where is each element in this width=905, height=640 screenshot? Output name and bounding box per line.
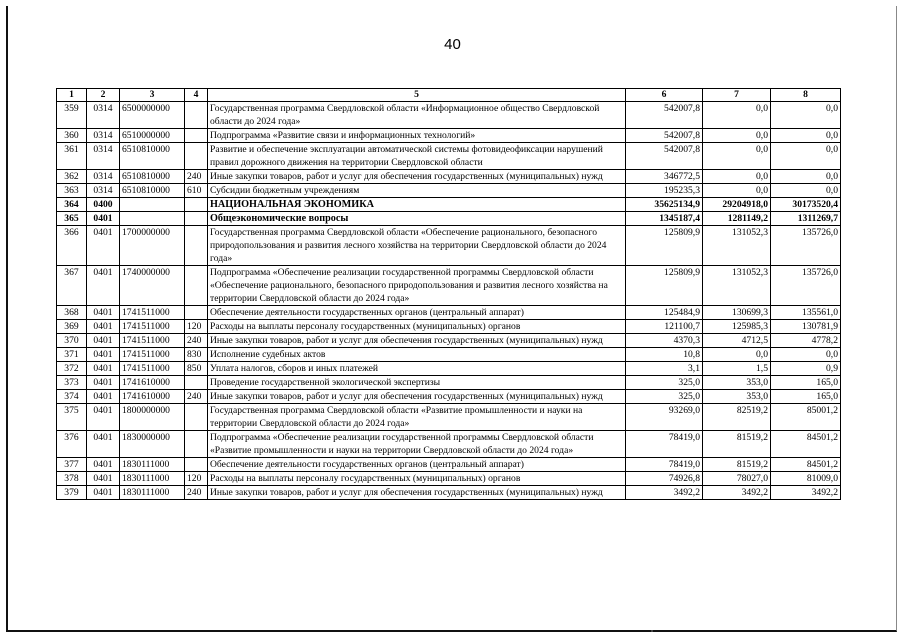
- scan-speck: [651, 630, 653, 632]
- section-code: 0401: [87, 472, 120, 486]
- target-article-code: 1741511000: [120, 306, 185, 320]
- target-article-code: 1830000000: [120, 431, 185, 458]
- expense-type-code: 240: [185, 334, 208, 348]
- page-number: 40: [444, 36, 461, 53]
- amount-col-8: 3492,2: [771, 486, 841, 500]
- expense-type-code: [185, 102, 208, 129]
- amount-col-8: 0,0: [771, 129, 841, 143]
- row-number: 369: [57, 320, 87, 334]
- expense-type-code: 240: [185, 486, 208, 500]
- amount-col-6: 542007,8: [626, 102, 703, 129]
- target-article-code: 1741610000: [120, 390, 185, 404]
- target-article-code: 1800000000: [120, 404, 185, 431]
- section-code: 0401: [87, 320, 120, 334]
- amount-col-7: 0,0: [703, 102, 771, 129]
- section-code: 0314: [87, 170, 120, 184]
- row-number: 376: [57, 431, 87, 458]
- table-body: [57, 102, 841, 500]
- row-number: 365: [57, 212, 87, 226]
- item-name: Обеспечение деятельности государственных органов (центральный аппарат): [208, 306, 626, 320]
- target-article-code: [120, 198, 185, 212]
- section-code: 0400: [87, 198, 120, 212]
- amount-col-8: 0,0: [771, 143, 841, 170]
- amount-col-6: 125484,9: [626, 306, 703, 320]
- row-number: 373: [57, 376, 87, 390]
- item-name: Проведение государственной экологической экспертизы: [208, 376, 626, 390]
- amount-col-7: 82519,2: [703, 404, 771, 431]
- amount-col-8: 0,0: [771, 184, 841, 198]
- row-number: 359: [57, 102, 87, 129]
- item-name: Подпрограмма «Обеспечение реализации государственной программы Свердловской области «Развитие промышленности и науки на территории Свердловской области до 2024 года»: [208, 431, 626, 458]
- amount-col-7: 81519,2: [703, 431, 771, 458]
- column-header: 1: [57, 89, 87, 102]
- amount-col-6: 3,1: [626, 362, 703, 376]
- amount-col-8: 84501,2: [771, 431, 841, 458]
- table-row: [57, 348, 841, 362]
- target-article-code: 6500000000: [120, 102, 185, 129]
- section-code: 0401: [87, 334, 120, 348]
- item-name: Расходы на выплаты персоналу государственных (муниципальных) органов: [208, 320, 626, 334]
- amount-col-6: 325,0: [626, 390, 703, 404]
- amount-col-6: 1345187,4: [626, 212, 703, 226]
- target-article-code: 1830111000: [120, 472, 185, 486]
- amount-col-6: 542007,8: [626, 143, 703, 170]
- amount-col-6: 195235,3: [626, 184, 703, 198]
- table-row: [57, 212, 841, 226]
- amount-col-6: 125809,9: [626, 266, 703, 306]
- column-header: 8: [771, 89, 841, 102]
- column-header: 4: [185, 89, 208, 102]
- amount-col-7: 0,0: [703, 170, 771, 184]
- amount-col-7: 125985,3: [703, 320, 771, 334]
- row-number: 374: [57, 390, 87, 404]
- expense-type-code: 830: [185, 348, 208, 362]
- row-number: 360: [57, 129, 87, 143]
- amount-col-8: 4778,2: [771, 334, 841, 348]
- section-code: 0401: [87, 458, 120, 472]
- column-header: 7: [703, 89, 771, 102]
- amount-col-8: 81009,0: [771, 472, 841, 486]
- header-row: [57, 89, 841, 102]
- item-name: Иные закупки товаров, работ и услуг для обеспечения государственных (муниципальных) нужд: [208, 170, 626, 184]
- target-article-code: 1741511000: [120, 348, 185, 362]
- amount-col-6: 125809,9: [626, 226, 703, 266]
- section-code: 0314: [87, 102, 120, 129]
- amount-col-7: 3492,2: [703, 486, 771, 500]
- amount-col-7: 131052,3: [703, 226, 771, 266]
- amount-col-8: 135561,0: [771, 306, 841, 320]
- section-code: 0401: [87, 348, 120, 362]
- amount-col-6: 10,8: [626, 348, 703, 362]
- target-article-code: 1741511000: [120, 334, 185, 348]
- amount-col-7: 131052,3: [703, 266, 771, 306]
- section-code: 0401: [87, 431, 120, 458]
- amount-col-7: 78027,0: [703, 472, 771, 486]
- row-number: 366: [57, 226, 87, 266]
- amount-col-7: 0,0: [703, 184, 771, 198]
- amount-col-6: 4370,3: [626, 334, 703, 348]
- table-row: [57, 404, 841, 431]
- target-article-code: 6510810000: [120, 184, 185, 198]
- amount-col-8: 1311269,7: [771, 212, 841, 226]
- amount-col-6: 78419,0: [626, 431, 703, 458]
- target-article-code: 1741610000: [120, 376, 185, 390]
- table-row: [57, 129, 841, 143]
- row-number: 378: [57, 472, 87, 486]
- row-number: 364: [57, 198, 87, 212]
- item-name: Подпрограмма «Обеспечение реализации государственной программы Свердловской области «Обеспечение рационального, безопасного природопользования и развития лесного хозяйства на территории Свердловской области до 2024 года»: [208, 266, 626, 306]
- table-row: [57, 376, 841, 390]
- row-number: 372: [57, 362, 87, 376]
- expense-type-code: [185, 431, 208, 458]
- section-code: 0401: [87, 306, 120, 320]
- section-code: 0401: [87, 404, 120, 431]
- target-article-code: 1741511000: [120, 362, 185, 376]
- amount-col-7: 81519,2: [703, 458, 771, 472]
- section-code: 0401: [87, 226, 120, 266]
- expense-type-code: 240: [185, 170, 208, 184]
- amount-col-7: 4712,5: [703, 334, 771, 348]
- item-name: Государственная программа Свердловской области «Информационное общество Свердловской области до 2024 года»: [208, 102, 626, 129]
- column-header: 5: [208, 89, 626, 102]
- table-row: [57, 486, 841, 500]
- amount-col-8: 84501,2: [771, 458, 841, 472]
- target-article-code: 1700000000: [120, 226, 185, 266]
- amount-col-8: 0,0: [771, 102, 841, 129]
- item-name: Исполнение судебных актов: [208, 348, 626, 362]
- row-number: 367: [57, 266, 87, 306]
- target-article-code: [120, 212, 185, 226]
- row-number: 371: [57, 348, 87, 362]
- amount-col-8: 130781,9: [771, 320, 841, 334]
- amount-col-8: 0,0: [771, 170, 841, 184]
- row-number: 379: [57, 486, 87, 500]
- budget-table: [56, 88, 841, 500]
- target-article-code: 1741511000: [120, 320, 185, 334]
- section-code: 0401: [87, 390, 120, 404]
- item-name: НАЦИОНАЛЬНАЯ ЭКОНОМИКА: [208, 198, 626, 212]
- row-number: 362: [57, 170, 87, 184]
- amount-col-8: 30173520,4: [771, 198, 841, 212]
- section-code: 0314: [87, 143, 120, 170]
- item-name: Иные закупки товаров, работ и услуг для обеспечения государственных (муниципальных) нужд: [208, 390, 626, 404]
- section-code: 0401: [87, 376, 120, 390]
- amount-col-6: 3492,2: [626, 486, 703, 500]
- expense-type-code: [185, 306, 208, 320]
- amount-col-6: 93269,0: [626, 404, 703, 431]
- item-name: Государственная программа Свердловской области «Обеспечение рационального, безопасного природопользования и развития лесного хозяйства на территории Свердловской области до 2024 года»: [208, 226, 626, 266]
- row-number: 370: [57, 334, 87, 348]
- section-code: 0401: [87, 212, 120, 226]
- table-row: [57, 198, 841, 212]
- column-header: 6: [626, 89, 703, 102]
- expense-type-code: [185, 198, 208, 212]
- amount-col-7: 0,0: [703, 143, 771, 170]
- amount-col-7: 0,0: [703, 129, 771, 143]
- amount-col-8: 85001,2: [771, 404, 841, 431]
- expense-type-code: [185, 226, 208, 266]
- row-number: 377: [57, 458, 87, 472]
- expense-type-code: 610: [185, 184, 208, 198]
- amount-col-6: 325,0: [626, 376, 703, 390]
- expense-type-code: [185, 376, 208, 390]
- amount-col-6: 542007,8: [626, 129, 703, 143]
- expense-type-code: 120: [185, 472, 208, 486]
- expense-type-code: 120: [185, 320, 208, 334]
- table-row: [57, 102, 841, 129]
- table-row: [57, 334, 841, 348]
- column-header: 2: [87, 89, 120, 102]
- section-code: 0314: [87, 129, 120, 143]
- amount-col-7: 353,0: [703, 376, 771, 390]
- item-name: Иные закупки товаров, работ и услуг для обеспечения государственных (муниципальных) нужд: [208, 334, 626, 348]
- table-row: [57, 458, 841, 472]
- expense-type-code: [185, 212, 208, 226]
- item-name: Субсидии бюджетным учреждениям: [208, 184, 626, 198]
- amount-col-8: 135726,0: [771, 226, 841, 266]
- table-row: [57, 184, 841, 198]
- table-row: [57, 390, 841, 404]
- table-row: [57, 226, 841, 266]
- target-article-code: 6510810000: [120, 170, 185, 184]
- amount-col-7: 1281149,2: [703, 212, 771, 226]
- column-header: 3: [120, 89, 185, 102]
- expense-type-code: [185, 458, 208, 472]
- table-row: [57, 143, 841, 170]
- table-row: [57, 320, 841, 334]
- expense-type-code: [185, 143, 208, 170]
- table-row: [57, 431, 841, 458]
- item-name: Государственная программа Свердловской области «Развитие промышленности и науки на территории Свердловской области до 2024 года»: [208, 404, 626, 431]
- target-article-code: 1830111000: [120, 486, 185, 500]
- row-number: 363: [57, 184, 87, 198]
- row-number: 361: [57, 143, 87, 170]
- item-name: Иные закупки товаров, работ и услуг для обеспечения государственных (муниципальных) нужд: [208, 486, 626, 500]
- target-article-code: 1830111000: [120, 458, 185, 472]
- item-name: Обеспечение деятельности государственных органов (центральный аппарат): [208, 458, 626, 472]
- table-row: [57, 362, 841, 376]
- row-number: 368: [57, 306, 87, 320]
- table-row: [57, 170, 841, 184]
- section-code: 0401: [87, 266, 120, 306]
- amount-col-7: 130699,3: [703, 306, 771, 320]
- amount-col-7: 29204918,0: [703, 198, 771, 212]
- amount-col-8: 0,9: [771, 362, 841, 376]
- expense-type-code: [185, 404, 208, 431]
- amount-col-7: 1,5: [703, 362, 771, 376]
- item-name: Развитие и обеспечение эксплуатации автоматической системы фотовидеофиксации нарушений правил дорожного движения на территории Свердловской области: [208, 143, 626, 170]
- amount-col-6: 78419,0: [626, 458, 703, 472]
- item-name: Уплата налогов, сборов и иных платежей: [208, 362, 626, 376]
- expense-type-code: 850: [185, 362, 208, 376]
- table-row: [57, 472, 841, 486]
- target-article-code: 6510000000: [120, 129, 185, 143]
- item-name: Подпрограмма «Развитие связи и информационных технологий»: [208, 129, 626, 143]
- amount-col-7: 0,0: [703, 348, 771, 362]
- amount-col-8: 0,0: [771, 348, 841, 362]
- amount-col-8: 165,0: [771, 390, 841, 404]
- amount-col-8: 165,0: [771, 376, 841, 390]
- amount-col-6: 74926,8: [626, 472, 703, 486]
- target-article-code: 6510810000: [120, 143, 185, 170]
- section-code: 0401: [87, 486, 120, 500]
- item-name: Общеэкономические вопросы: [208, 212, 626, 226]
- section-code: 0314: [87, 184, 120, 198]
- table-row: [57, 266, 841, 306]
- expense-type-code: 240: [185, 390, 208, 404]
- expense-type-code: [185, 129, 208, 143]
- target-article-code: 1740000000: [120, 266, 185, 306]
- amount-col-6: 346772,5: [626, 170, 703, 184]
- amount-col-8: 135726,0: [771, 266, 841, 306]
- section-code: 0401: [87, 362, 120, 376]
- amount-col-6: 121100,7: [626, 320, 703, 334]
- table-row: [57, 306, 841, 320]
- expense-type-code: [185, 266, 208, 306]
- amount-col-7: 353,0: [703, 390, 771, 404]
- amount-col-6: 35625134,9: [626, 198, 703, 212]
- item-name: Расходы на выплаты персоналу государственных (муниципальных) органов: [208, 472, 626, 486]
- row-number: 375: [57, 404, 87, 431]
